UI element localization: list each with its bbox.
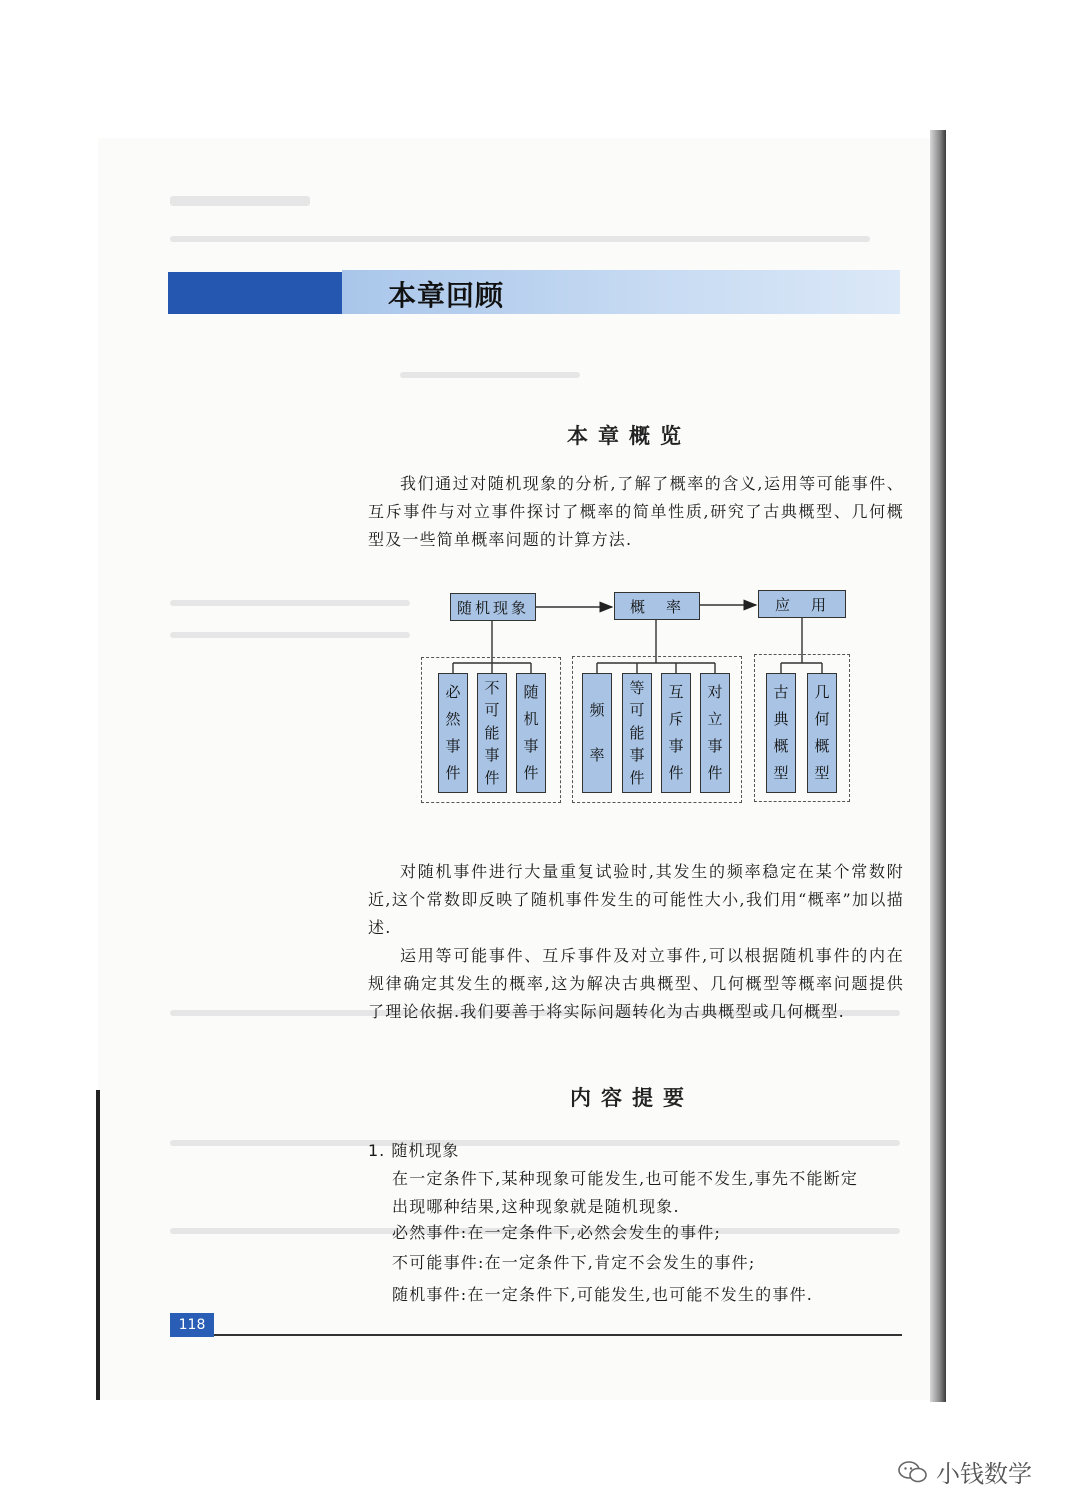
box-char: 互 (668, 683, 684, 701)
box-impossible-event (477, 673, 507, 793)
box-char: 等 (629, 678, 645, 697)
definition-certain-event: 必然事件:在一定条件下,必然会发生的事件; (392, 1223, 722, 1242)
box-frequency (582, 673, 612, 793)
box-char: 不 (484, 678, 500, 697)
box-char: 能 (484, 723, 500, 742)
box-char: 对 (707, 683, 723, 701)
footer-rule (214, 1334, 902, 1336)
box-char: 事 (445, 737, 461, 755)
box-char: 件 (629, 768, 645, 787)
box-certain-event (438, 673, 468, 793)
page-edge-left (96, 1090, 100, 1400)
box-char: 典 (773, 710, 789, 728)
box-char: 件 (707, 764, 723, 782)
box-char: 随 (523, 683, 539, 701)
box-char: 型 (773, 764, 789, 782)
bleed-through (170, 600, 410, 606)
bleed-through (170, 236, 870, 242)
box-mutually-exclusive-event (661, 673, 691, 793)
box-char: 件 (445, 764, 461, 782)
box-complementary-event (700, 673, 730, 793)
bleed-through (400, 372, 580, 378)
box-char: 可 (629, 701, 645, 719)
box-char: 概 (773, 737, 789, 755)
banner-dark-block (168, 272, 342, 314)
box-equally-likely-event (622, 673, 652, 793)
box-char: 率 (589, 746, 605, 764)
paragraph-models: 运用等可能事件、互斥事件及对立事件,可以根据随机事件的内在规律确定其发生的概率,这为解决古典概型、几何概型等概率问题提供了理论依据.我们要善于将实际问题转化为古典概型或几何概型. (368, 946, 904, 1021)
box-char: 型 (814, 764, 830, 782)
box-char: 然 (445, 710, 461, 728)
node-random-phenomenon: 随机现象 (450, 593, 536, 621)
summary-heading: 内容提要 (570, 1086, 694, 1110)
definition-impossible-event: 不可能事件:在一定条件下,肯定不会发生的事件; (392, 1253, 756, 1272)
chapter-review-title: 本章回顾 (388, 279, 505, 312)
box-char: 事 (523, 737, 539, 755)
page-number: 118 (170, 1313, 214, 1337)
page-edge-shadow (930, 130, 946, 1402)
item-random-phenomenon-title: 1. 随机现象 (368, 1141, 460, 1160)
item1-line1: 在一定条件下,某种现象可能发生,也可能不发生,事先不能断定 (392, 1169, 859, 1188)
box-char: 古 (773, 683, 789, 701)
bleed-through (170, 632, 410, 638)
overview-heading: 本章概览 (567, 424, 691, 448)
box-random-event (516, 673, 546, 793)
box-char: 几 (814, 683, 830, 701)
box-char: 事 (668, 737, 684, 755)
box-char: 何 (814, 710, 830, 728)
box-geometric-model (807, 673, 837, 793)
chat-bubbles-icon (898, 1461, 928, 1483)
box-char: 件 (484, 768, 500, 787)
item1-line2: 出现哪种结果,这种现象就是随机现象. (392, 1197, 680, 1216)
box-char: 件 (523, 764, 539, 782)
box-char: 可 (484, 701, 500, 719)
watermark-text: 小钱数学 (936, 1460, 1032, 1488)
box-char: 能 (629, 723, 645, 742)
definition-random-event: 随机事件:在一定条件下,可能发生,也可能不发生的事件. (392, 1285, 814, 1304)
paragraph-frequency: 对随机事件进行大量重复试验时,其发生的频率稳定在某个常数附近,这个常数即反映了随机事件发生的可能性大小,我们用“概率”加以描述. (368, 862, 904, 937)
node-application: 应 用 (758, 590, 846, 618)
box-char: 立 (707, 710, 723, 728)
box-char: 必 (445, 683, 461, 701)
box-char: 频 (589, 701, 605, 719)
watermark (898, 1454, 1032, 1489)
box-char: 事 (484, 746, 500, 764)
box-char: 概 (814, 737, 830, 755)
box-char: 斥 (668, 710, 684, 728)
box-char: 件 (668, 764, 684, 782)
bleed-through (170, 1140, 900, 1146)
bleed-through (170, 196, 310, 206)
node-probability: 概 率 (614, 592, 700, 620)
box-char: 事 (629, 746, 645, 764)
box-char: 机 (523, 710, 539, 728)
box-classical-model (766, 673, 796, 793)
box-char: 事 (707, 737, 723, 755)
overview-paragraph: 我们通过对随机现象的分析,了解了概率的含义,运用等可能事件、互斥事件与对立事件探讨了概率的简单性质,研究了古典概型、几何概型及一些简单概率问题的计算方法. (368, 474, 904, 549)
